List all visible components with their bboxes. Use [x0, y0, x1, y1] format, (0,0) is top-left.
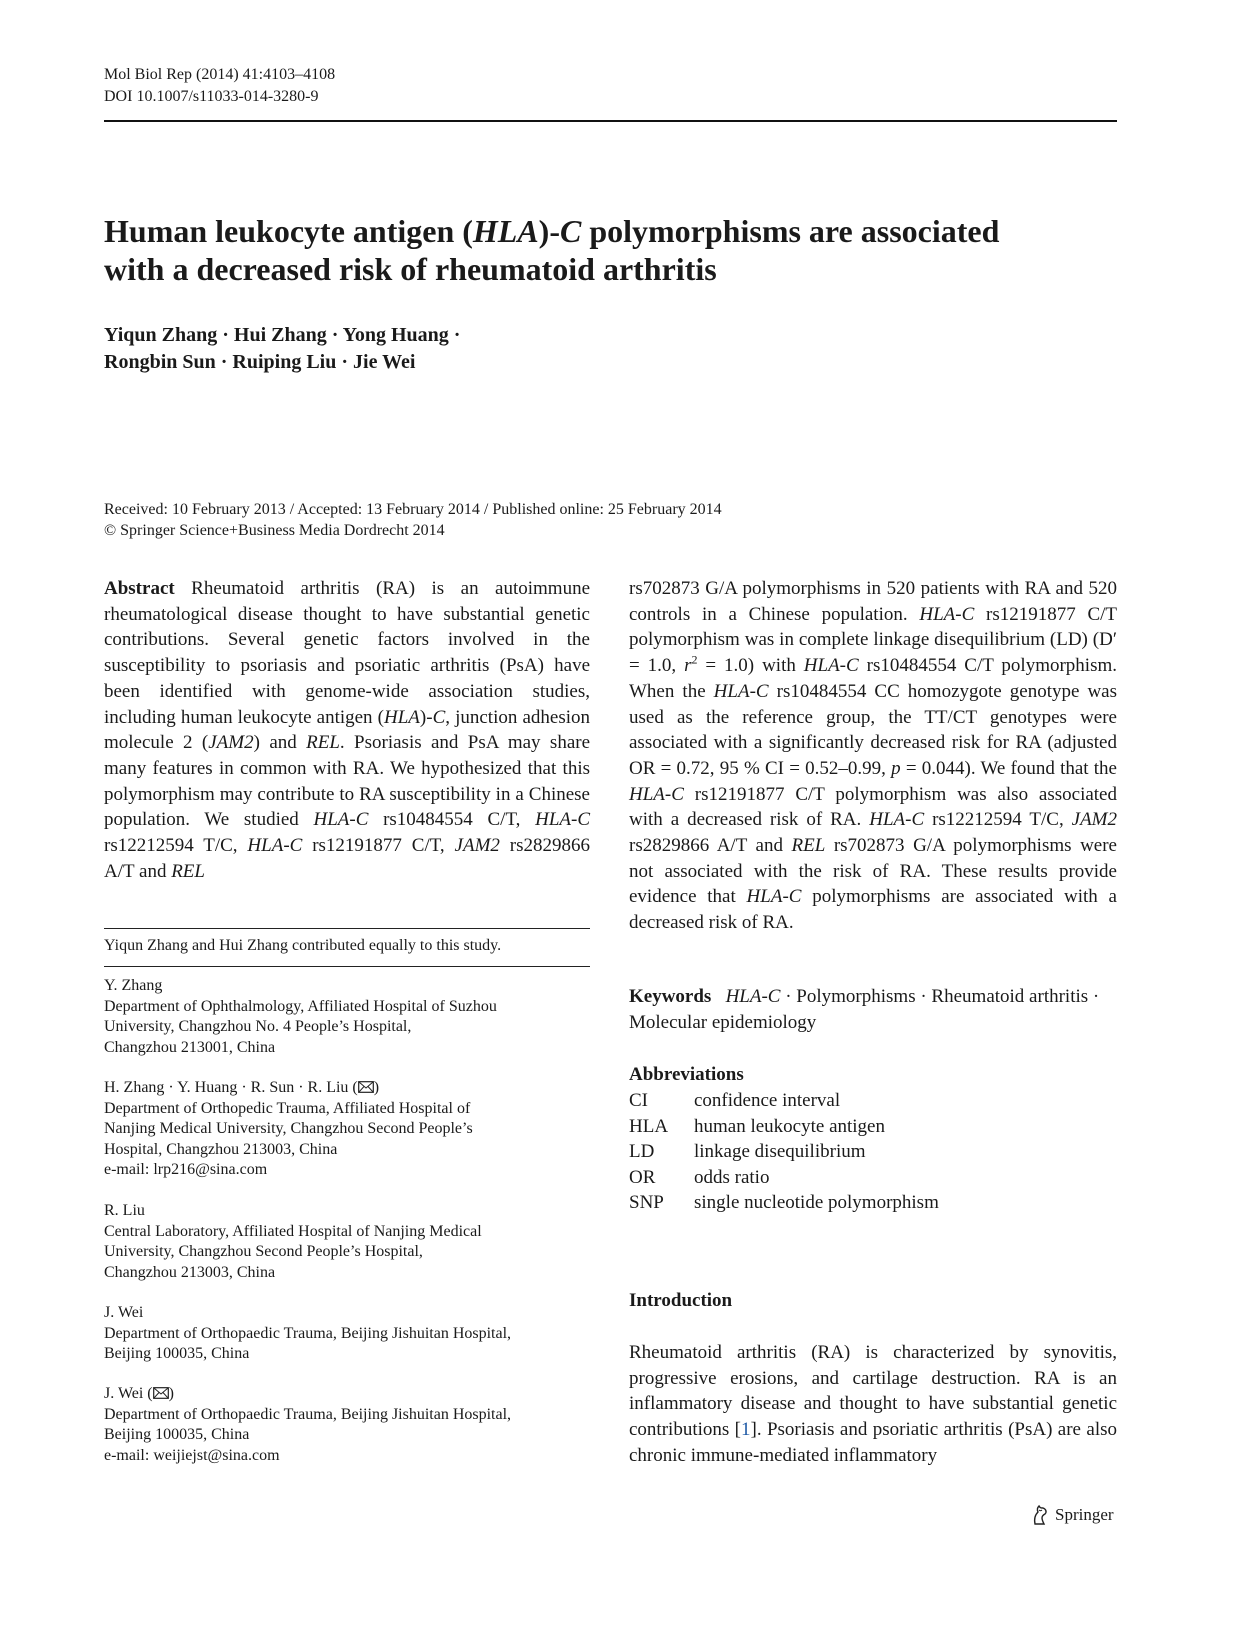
affiliation-line: Central Laboratory, Affiliated Hospital of Nanjing Medical — [104, 1222, 482, 1240]
springer-logo — [1030, 1504, 1114, 1526]
text-run: rs702873 G/A polymorphisms were not associated with the risk of RA. These results provide evidence that — [629, 835, 1117, 908]
affiliation-name-text: ) — [168, 1385, 174, 1402]
author-line: Yiqun Zhang · Hui Zhang · Yong Huang · — [104, 324, 461, 346]
affiliation-line: Department of Orthopaedic Trauma, Beijing Jishuitan Hospital, — [104, 1405, 512, 1423]
text-run: ) and — [253, 732, 307, 754]
author-list — [104, 322, 460, 376]
email-line: e-mail: weijiejst@sina.com — [104, 1446, 280, 1464]
text-run: rs12191877 C/T polymorphism was in complete linkage disequilibrium (LD) (D′ = 1.0, — [629, 603, 1118, 677]
affiliation-line: Beijing 100035, China — [104, 1345, 250, 1362]
abbreviation-row — [629, 1190, 939, 1216]
dates-line: Received: 10 February 2013 / Accepted: 13 February 2014 / Published online: 25 February 2014 — [104, 501, 722, 518]
affiliation-5 — [104, 1384, 590, 1466]
abstract-right-column — [629, 576, 1117, 936]
title-line-2: with a decreased risk of rheumatoid arthritis — [104, 251, 717, 287]
affiliation-name-text: J. Wei ( — [104, 1385, 153, 1402]
affiliation-line: Changzhou 213003, China — [104, 1263, 276, 1281]
abbreviation-row — [629, 1165, 939, 1191]
text-run: . Psoriasis and PsA may share many features in common with RA. We hypothesized that this polymorphism may contribute to RA susceptibility in a Chinese population. We studied — [104, 732, 591, 831]
affiliation-line: Hospital, Changzhou 213003, China — [104, 1140, 338, 1158]
journal-header — [104, 64, 335, 108]
text-run: rs12212594 T/C, — [924, 809, 1072, 831]
abbreviation-definition: odds ratio — [694, 1166, 770, 1188]
italic-run: REL — [306, 732, 340, 754]
italic-run: JAM2 — [1071, 809, 1118, 831]
affiliation-2 — [104, 1078, 590, 1181]
affiliation-line: University, Changzhou Second People’s Hospital, — [104, 1243, 423, 1260]
header-rule — [104, 120, 1117, 122]
equal-contribution-note: Yiqun Zhang and Hui Zhang contributed equally to this study. — [104, 937, 502, 954]
text-run: rs12191877 C/T polymorphism was also associated with a decreased risk of RA. — [629, 783, 1117, 831]
reference-link[interactable]: 1 — [741, 1419, 751, 1441]
copyright-line: © Springer Science+Business Media Dordrecht 2014 — [104, 522, 445, 539]
keywords-label: Keywords — [629, 986, 712, 1007]
italic-run: p — [891, 757, 901, 779]
italic-run: REL — [791, 835, 826, 857]
italic-run: HLA — [384, 706, 420, 728]
affiliation-1 — [104, 976, 590, 1058]
italic-run: HLA-C — [629, 783, 684, 805]
affiliation-line: University, Changzhou No. 4 People’s Hospital, — [104, 1018, 412, 1035]
abbreviation-term: OR — [629, 1166, 656, 1188]
abbreviation-term: SNP — [629, 1192, 664, 1214]
abbreviations-list — [629, 1088, 939, 1216]
affiliation-name — [104, 1384, 590, 1405]
italic-run: HLA-C — [713, 680, 769, 702]
introduction-heading: Introduction — [629, 1290, 733, 1311]
publisher-name: Springer — [1055, 1505, 1114, 1524]
text-run: rs12191877 C/T, — [302, 835, 455, 857]
abbreviation-term: LD — [629, 1141, 655, 1163]
abbreviation-term: CI — [629, 1090, 648, 1111]
keyword-italic: HLA-C — [725, 986, 781, 1007]
italic-run: HLA-C — [919, 603, 975, 625]
introduction-paragraph — [629, 1340, 1117, 1469]
text-run: Rheumatoid arthritis (RA) is an autoimmune rheumatological disease thought to have substantial genetic contributions. Several genetic factors involved in the susceptibility to psoriasis and psoriatic arthritis (PsA) have been identified with genome-wide association studies, including human leukocyte antigen ( — [104, 578, 590, 728]
abbreviation-definition: linkage disequilibrium — [694, 1141, 866, 1163]
italic-run: HLA-C — [869, 809, 925, 831]
abbreviations-heading: Abbreviations — [629, 1064, 744, 1085]
introduction-text — [629, 1340, 1117, 1469]
text-run: rs2829866 A/T and — [104, 835, 591, 882]
text-run: rs10484554 C/T polymorphism. When the — [629, 655, 1117, 702]
affiliation-name-text: ) — [373, 1079, 380, 1096]
text-run: polymorphisms are associated with a decreased risk of RA. — [629, 886, 1117, 934]
journal-doi: DOI 10.1007/s11033-014-3280-9 — [104, 88, 319, 105]
article-title — [104, 212, 1117, 288]
text-run: , junction adhesion molecule 2 ( — [104, 706, 591, 754]
affiliation-line: Department of Orthopaedic Trauma, Beijing Jishuitan Hospital, — [104, 1324, 512, 1342]
italic-run: C — [432, 706, 446, 728]
affiliation-line: Changzhou 213001, China — [104, 1038, 276, 1056]
text-run: Rheumatoid arthritis (RA) is characterized by synovitis, progressive erosions, and cartilage destruction. RA is an inflammatory disease and thought to have substantial genetic contributions [ — [629, 1342, 1117, 1441]
author-line: Rongbin Sun · Ruiping Liu · Jie Wei — [104, 351, 416, 373]
abstract-paragraph — [104, 576, 590, 884]
footnote-rule — [104, 928, 590, 929]
affiliation-3 — [104, 1201, 590, 1283]
affiliation-4 — [104, 1303, 590, 1365]
keywords — [629, 984, 1117, 1035]
text-run: ]. Psoriasis and psoriatic arthritis (PsA) are also chronic immune-mediated inflammatory — [629, 1419, 1117, 1466]
abbreviation-term: HLA — [629, 1115, 669, 1137]
affiliation-name-text: H. Zhang · Y. Huang · R. Sun · R. Liu ( — [104, 1079, 358, 1096]
text-run: rs10484554 C/T, — [368, 809, 536, 831]
keywords-list: · Polymorphisms · Rheumatoid arthritis · Molecular epidemiology — [629, 986, 1100, 1033]
title-italic: C — [559, 213, 582, 249]
envelope-icon — [358, 1081, 374, 1093]
email-line: e-mail: lrp216@sina.com — [104, 1161, 268, 1178]
journal-citation: Mol Biol Rep (2014) 41:4103–4108 — [104, 66, 336, 83]
publication-history — [104, 499, 722, 541]
affiliation-line: Beijing 100035, China — [104, 1426, 250, 1443]
text-run: )- — [419, 706, 433, 728]
italic-run: HLA-C — [247, 835, 303, 857]
affiliation-name: J. Wei — [104, 1304, 144, 1321]
italic-run: HLA-C — [746, 886, 802, 908]
envelope-icon — [153, 1387, 169, 1399]
text-run: rs10484554 CC homozygote genotype was used as the reference group, the TT/CT genotypes were associated with a significantly decreased risk for RA (adjusted OR = 0.72, 95 % CI = 0.52–0.99, — [629, 680, 1117, 779]
italic-run: HLA-C — [803, 655, 859, 677]
affiliation-line: Department of Orthopedic Trauma, Affiliated Hospital of — [104, 1099, 471, 1117]
affiliation-line: Department of Ophthalmology, Affiliated Hospital of Suzhou — [104, 997, 497, 1015]
text-run: rs2829866 A/T and — [629, 835, 792, 857]
italic-run: JAM2 — [454, 835, 500, 857]
text-run: rs702873 G/A polymorphisms in 520 patients with RA and 520 controls in a Chinese population. — [629, 578, 1117, 625]
title-text: polymorphisms are associated — [581, 213, 1000, 249]
affiliation-name — [104, 1078, 590, 1099]
abbreviation-definition: confidence interval — [694, 1090, 841, 1111]
italic-run: r — [684, 655, 692, 677]
title-italic: HLA — [472, 213, 539, 249]
abbreviation-definition: single nucleotide polymorphism — [694, 1192, 939, 1214]
italic-run: REL — [171, 860, 205, 882]
text-run: rs12212594 T/C, — [104, 835, 248, 857]
italic-run: HLA-C — [313, 809, 369, 831]
abstract-label: Abstract — [104, 578, 175, 599]
superscript: 2 — [691, 652, 698, 667]
abbreviation-definition: human leukocyte antigen — [694, 1115, 885, 1137]
affiliation-name: R. Liu — [104, 1202, 145, 1219]
italic-run: JAM2 — [208, 732, 254, 754]
abbreviation-row — [629, 1139, 939, 1165]
affiliation-name: Y. Zhang — [104, 977, 163, 994]
title-text: )- — [538, 213, 560, 249]
text-run: = 1.0) with — [697, 655, 804, 677]
abbreviation-row — [629, 1088, 939, 1114]
italic-run: HLA-C — [535, 809, 590, 831]
abstract-left-column — [104, 576, 590, 884]
affiliation-line: Nanjing Medical University, Changzhou Second People’s — [104, 1120, 473, 1137]
title-text: Human leukocyte antigen ( — [104, 213, 473, 249]
springer-horse-icon — [1030, 1504, 1050, 1526]
footnote-rule — [104, 966, 590, 967]
abstract-paragraph-continued — [629, 576, 1117, 936]
text-run: = 0.044). We found that the — [900, 757, 1117, 779]
abbreviation-row — [629, 1114, 939, 1140]
